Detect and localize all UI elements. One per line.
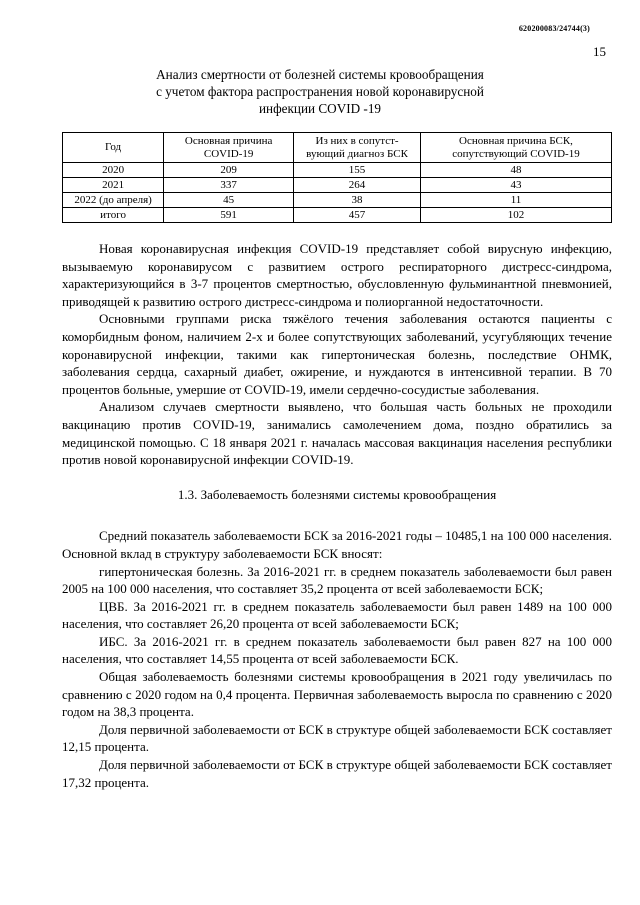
table-cell: 2020 [63,163,164,178]
section-heading: 1.3. Заболеваемость болезнями системы кровообращения [177,486,497,502]
table-cell: 48 [420,163,611,178]
column-header-year [63,133,164,163]
header-line: Год [104,141,122,154]
page-number: 15 [593,44,606,59]
table-cell: 591 [164,208,294,223]
table-cell: 2021 [63,178,164,193]
paragraph: Новая коронавирусная инфекция COVID-19 представляет собой вирусную инфекцию, вызываемую коронавирусом с развитием острого респираторного дистресс-синдрома, характеризующийся в 3-7 процентов смертностью, обусловленную фульминантной пневмонией, приводящей к развитию острого дистресс-синдрома и полиорганной недостаточности. [62,241,612,309]
table-cell: 337 [164,178,294,193]
paragraph: ЦВБ. За 2016-2021 гг. в среднем показатель заболеваемости был равен 1489 на 100 000 населения, что составляет 26,20 процента от всей заболеваемости БСК; [62,598,612,632]
table-cell: 43 [420,178,611,193]
table-row [63,163,612,178]
table-cell: 45 [164,193,294,208]
table-cell: итого [63,208,164,223]
mortality-table [62,132,612,223]
column-header-covid-main [164,133,294,163]
header-line: сопутствующий COVID-19 [452,147,580,160]
paragraph: Доля первичной заболеваемости от БСК в структуре общей заболеваемости БСК составляет 17,32 процента. [62,757,612,790]
table-cell: 209 [164,163,294,178]
header-line: Основная причина [184,135,273,147]
paragraph: Основными группами риска тяжёлого течения заболевания остаются пациенты с коморбидным фоном, наличием 2-х и более сопутствующих заболеваний, усугубляющих течение коронавирусной инфекции, такими как гипертоническая болезнь, последствие ОНМК, заболевания сердца, сахарный диабет, ожирение, и нуждаются в интенсивной терапии. В 70 процентов больные, умершие от COVID-19, имели сердечно-сосудистые заболевания. [62,311,612,397]
paragraph: Средний показатель заболеваемости БСК за 2016-2021 годы – 10485,1 на 100 000 населения. Основной вклад в структуру заболеваемости БСК вносят: [62,528,612,561]
paragraph: Доля первичной заболеваемости от БСК в структуре общей заболеваемости БСК составляет 12,15 процента. [62,721,612,755]
header-line: вующий диагноз БСК [306,147,408,160]
table-header-row [63,133,612,163]
table-cell: 264 [294,178,421,193]
paragraph: гипертоническая болезнь. За 2016-2021 гг. в среднем показатель заболеваемости был равен 2005 на 100 000 населения, что составляет 35,2 процента от всей заболеваемости БСК; [62,563,612,597]
column-header-bsk-main [420,133,611,163]
table-cell: 11 [420,193,611,208]
paragraph: Анализом случаев смертности выявлено, что большая часть больных не проходили вакцинацию против COVID-19, занимались самолечением дома, поздно обратились за медицинской помощью. С 18 января 2021 г. началась массовая вакцинация населения республики против новой коронавирусной инфекции COVID-19. [62,399,612,468]
header-line: COVID-19 [203,147,254,160]
table-cell: 155 [294,163,421,178]
page-title [0,66,640,117]
column-header-bsk-secondary [294,133,421,163]
document-id: 620200083/24744(3) [518,24,590,33]
table-cell: 2022 (до апреля) [63,193,164,208]
table-row-total [63,208,612,223]
table-cell: 102 [420,208,611,223]
title-line: инфекции COVID -19 [258,101,382,116]
header-line: Из них в сопутст- [315,135,399,147]
body-text [62,240,612,791]
table-row [63,178,612,193]
title-line: с учетом фактора распространения новой коронавирусной [156,84,484,99]
title-line: Анализ смертности от болезней системы кровообращения [156,67,484,82]
table-row [63,193,612,208]
header-line: Основная причина БСК, [459,135,573,147]
table-cell: 457 [294,208,421,223]
paragraph: Общая заболеваемость болезнями системы кровообращения в 2021 году увеличилась по сравнению с 2020 годом на 0,4 процента. Первичная заболеваемость выросла по сравнению с 2020 годом на 38,3 процента. [62,669,612,720]
table-cell: 38 [294,193,421,208]
paragraph: ИБС. За 2016-2021 гг. в среднем показатель заболеваемости был равен 827 на 100 000 населения, что составляет 14,55 процента от всей заболеваемости БСК. [62,633,612,667]
